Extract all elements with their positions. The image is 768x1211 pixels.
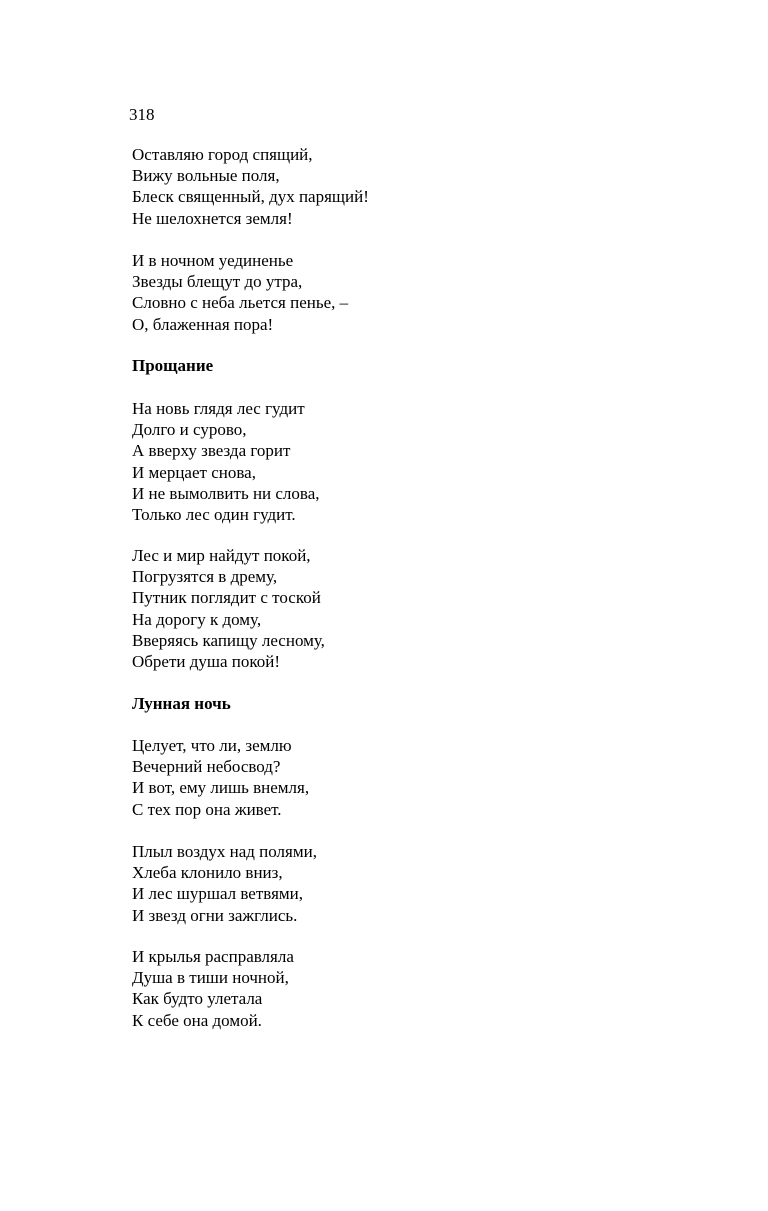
poem-line: И лес шуршал ветвями, [132,884,304,904]
poem-line: Погрузятся в дрему, [132,567,278,587]
poem-line: Вечерний небосвод? [132,757,281,777]
poem-line: С тех пор она живет. [132,799,282,819]
poem-line: А вверху звезда горит [132,441,291,461]
poem-line: Обрети душа покой! [132,651,281,671]
poem-line: И крылья расправляла [132,947,294,966]
poem-line: Вверяясь капищу лесному, [132,630,325,650]
poem-line: На дорогу к дому, [132,609,262,629]
poem-title: Лунная ночь [132,694,231,713]
poem-line: Не шелохнется земля! [132,208,293,228]
poem-line: О, блаженная пора! [132,314,274,334]
poem-line: Целует, что ли, землю [132,736,292,755]
poem-line: Блеск священный, дух парящий! [132,187,369,207]
stanza [132,841,317,926]
poem-line: И звезд огни зажглись. [132,905,298,925]
stanza [132,545,325,672]
poem-line: Оставляю город спящий, [132,145,313,164]
poem-line: И вот, ему лишь внемля, [132,778,310,798]
poem-line: К себе она домой. [132,1010,262,1030]
poem-line: Хлеба клонило вниз, [132,863,283,883]
stanza [132,144,369,229]
poem-line: Душа в тиши ночной, [132,968,289,988]
poem-line: Долго и сурово, [132,420,247,440]
poem-line: Словно с неба льется пенье, – [132,293,349,313]
poem-line: Вижу вольные поля, [132,166,280,186]
poem-line: И в ночном уединенье [132,251,294,270]
poem-line: И мерцает снова, [132,462,256,482]
stanza [132,735,309,820]
stanza [132,398,320,525]
page-number: 318 [129,105,155,124]
poem-line: И не вымолвить ни слова, [132,483,320,503]
poem-title: Прощание [132,356,214,375]
stanza [132,946,294,1031]
poem-line: На новь глядя лес гудит [132,399,305,418]
poem-line: Лес и мир найдут покой, [132,546,311,565]
poem-line: Путник поглядит с тоской [132,588,321,608]
stanza [132,250,348,335]
poem-line: Плыл воздух над полями, [132,842,317,861]
poem-line: Только лес один гудит. [132,504,296,524]
poem-line: Звезды блещут до утра, [132,272,303,292]
poem-line: Как будто улетала [132,989,263,1009]
